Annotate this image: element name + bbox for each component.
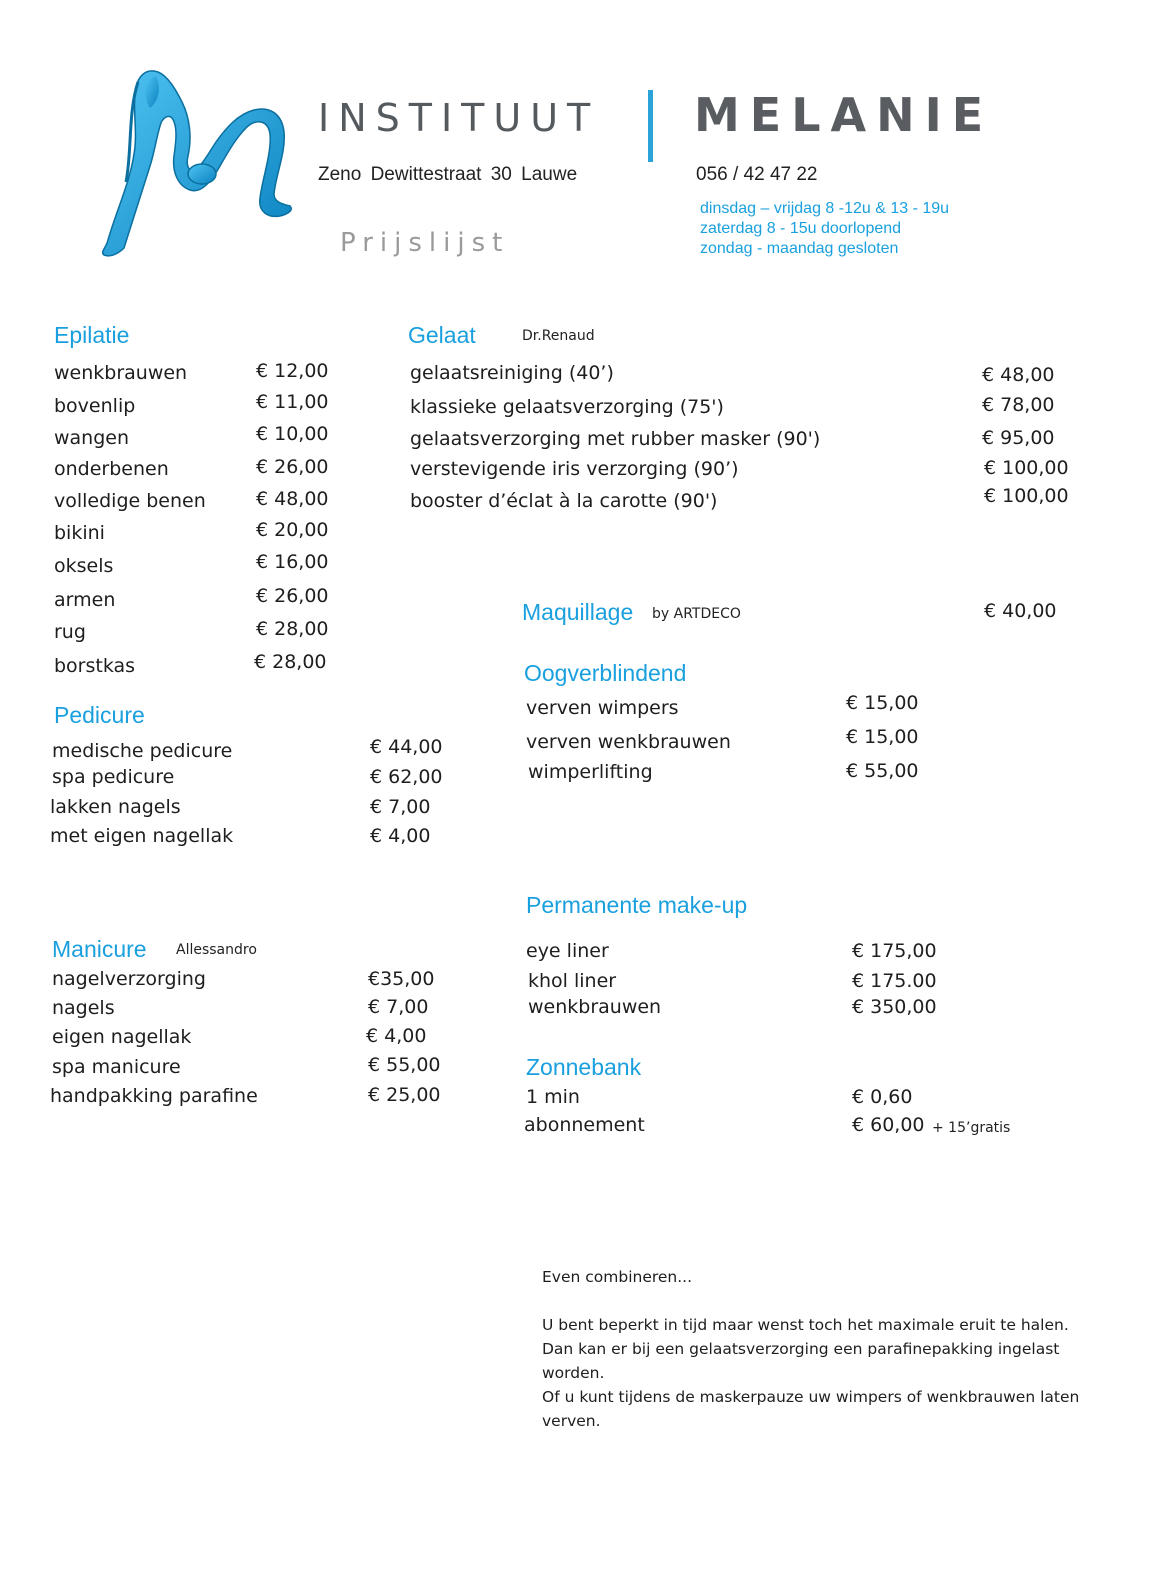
- list-item: spa pedicure: [52, 766, 175, 788]
- item-price: € 15,00: [846, 726, 919, 748]
- list-item: abonnement: [524, 1114, 645, 1136]
- list-item: medische pedicure: [52, 740, 233, 762]
- list-item: spa manicure: [52, 1056, 181, 1078]
- logo-figure-icon: [98, 62, 298, 268]
- item-price: € 16,00: [256, 551, 329, 573]
- item-price: € 26,00: [256, 585, 329, 607]
- item-price: € 15,00: [846, 692, 919, 714]
- header-divider: [648, 90, 653, 162]
- item-price: € 4,00: [370, 825, 431, 847]
- item-price: € 350,00: [852, 996, 937, 1018]
- item-price: € 20,00: [256, 519, 329, 541]
- list-item: nagelverzorging: [52, 968, 206, 990]
- list-item: klassieke gelaatsverzorging (75'): [410, 396, 724, 418]
- maquillage-brand: by ARTDECO: [652, 606, 741, 622]
- note-line: Of u kunt tijdens de maskerpauze uw wimpers of wenkbrauwen laten: [542, 1388, 1080, 1406]
- item-price: € 100,00: [984, 457, 1069, 479]
- item-price: € 7,00: [368, 996, 429, 1018]
- list-item: 1 min: [526, 1086, 580, 1108]
- list-item: gelaatsverzorging met rubber masker (90'): [410, 428, 821, 450]
- note-heading: Even combineren...: [542, 1268, 693, 1286]
- item-price: € 10,00: [256, 423, 329, 445]
- item-price: € 25,00: [368, 1084, 441, 1106]
- item-extra: + 15’gratis: [932, 1120, 1011, 1136]
- list-item: verven wenkbrauwen: [526, 731, 731, 753]
- item-price: €35,00: [368, 968, 435, 990]
- item-price: € 175,00: [852, 940, 937, 962]
- note-line: Dan kan er bij een gelaatsverzorging een parafinepakking ingelast: [542, 1340, 1060, 1358]
- item-price: € 62,00: [370, 766, 443, 788]
- section-title-manicure: Manicure: [52, 936, 147, 962]
- list-item: wimperlifting: [528, 761, 653, 783]
- item-price: € 4,00: [366, 1025, 427, 1047]
- section-title-epilatie: Epilatie: [54, 322, 130, 348]
- section-title-oogverblindend: Oogverblindend: [524, 660, 687, 686]
- list-item: onderbenen: [54, 458, 169, 480]
- item-price: € 40,00: [984, 600, 1057, 622]
- item-price: € 95,00: [982, 427, 1055, 449]
- item-price: € 55,00: [846, 760, 919, 782]
- list-item: lakken nagels: [50, 796, 181, 818]
- list-item: gelaatsreiniging (40’): [410, 362, 614, 384]
- list-item: khol liner: [528, 970, 617, 992]
- item-price: € 26,00: [256, 456, 329, 478]
- manicure-brand: Allessandro: [176, 942, 257, 958]
- note-line: U bent beperkt in tijd maar wenst toch het maximale eruit te halen.: [542, 1316, 1069, 1334]
- phone-number: 056 / 42 47 22: [696, 164, 818, 185]
- item-price: € 28,00: [254, 651, 327, 673]
- list-item: volledige benen: [54, 490, 206, 512]
- list-item: verven wimpers: [526, 697, 679, 719]
- section-title-zonnebank: Zonnebank: [526, 1054, 642, 1080]
- address: Zeno Dewittestraat 30 Lauwe: [318, 164, 578, 185]
- note-line: verven.: [542, 1412, 601, 1430]
- list-item: wenkbrauwen: [528, 996, 662, 1018]
- list-item: borstkas: [54, 655, 136, 677]
- item-price: € 7,00: [370, 796, 431, 818]
- list-item: bikini: [54, 522, 105, 544]
- item-price: € 12,00: [256, 360, 329, 382]
- list-item: eigen nagellak: [52, 1026, 192, 1048]
- brand-melanie: MELANIE: [694, 88, 994, 142]
- list-item: armen: [54, 589, 116, 611]
- list-item: nagels: [52, 997, 115, 1019]
- item-price: € 100,00: [984, 485, 1069, 507]
- gelaat-brand: Dr.Renaud: [522, 328, 595, 344]
- list-item: booster d’éclat à la carotte (90'): [410, 490, 718, 512]
- list-item: wenkbrauwen: [54, 362, 188, 384]
- item-price: € 55,00: [368, 1054, 441, 1076]
- item-price: € 11,00: [256, 391, 329, 413]
- list-item: met eigen nagellak: [50, 825, 234, 847]
- note-line: worden.: [542, 1364, 605, 1382]
- item-price: € 48,00: [982, 364, 1055, 386]
- hours-line: zondag - maandag gesloten: [700, 240, 899, 257]
- hours-line: zaterdag 8 - 15u doorlopend: [700, 220, 902, 237]
- list-item: verstevigende iris verzorging (90’): [410, 458, 739, 480]
- list-item: eye liner: [526, 940, 609, 962]
- brand-instituut: INSTITUUT: [318, 96, 600, 140]
- item-price: € 0,60: [852, 1086, 913, 1108]
- list-item: handpakking parafine: [50, 1085, 258, 1107]
- item-price: € 28,00: [256, 618, 329, 640]
- section-title-maquillage: Maquillage: [522, 599, 634, 625]
- page-subtitle: Prijslijst: [340, 228, 510, 258]
- section-title-gelaat: Gelaat: [408, 322, 476, 348]
- section-title-permanente: Permanente make-up: [526, 892, 748, 918]
- item-price: € 78,00: [982, 394, 1055, 416]
- item-price: € 44,00: [370, 736, 443, 758]
- section-title-pedicure: Pedicure: [54, 702, 145, 728]
- list-item: wangen: [54, 427, 130, 449]
- list-item: bovenlip: [54, 395, 136, 417]
- list-item: rug: [54, 621, 86, 643]
- list-item: oksels: [54, 555, 114, 577]
- hours-line: dinsdag – vrijdag 8 -12u & 13 - 19u: [700, 200, 950, 217]
- item-price: € 175.00: [852, 970, 937, 992]
- item-price: € 60,00: [852, 1114, 925, 1136]
- item-price: € 48,00: [256, 488, 329, 510]
